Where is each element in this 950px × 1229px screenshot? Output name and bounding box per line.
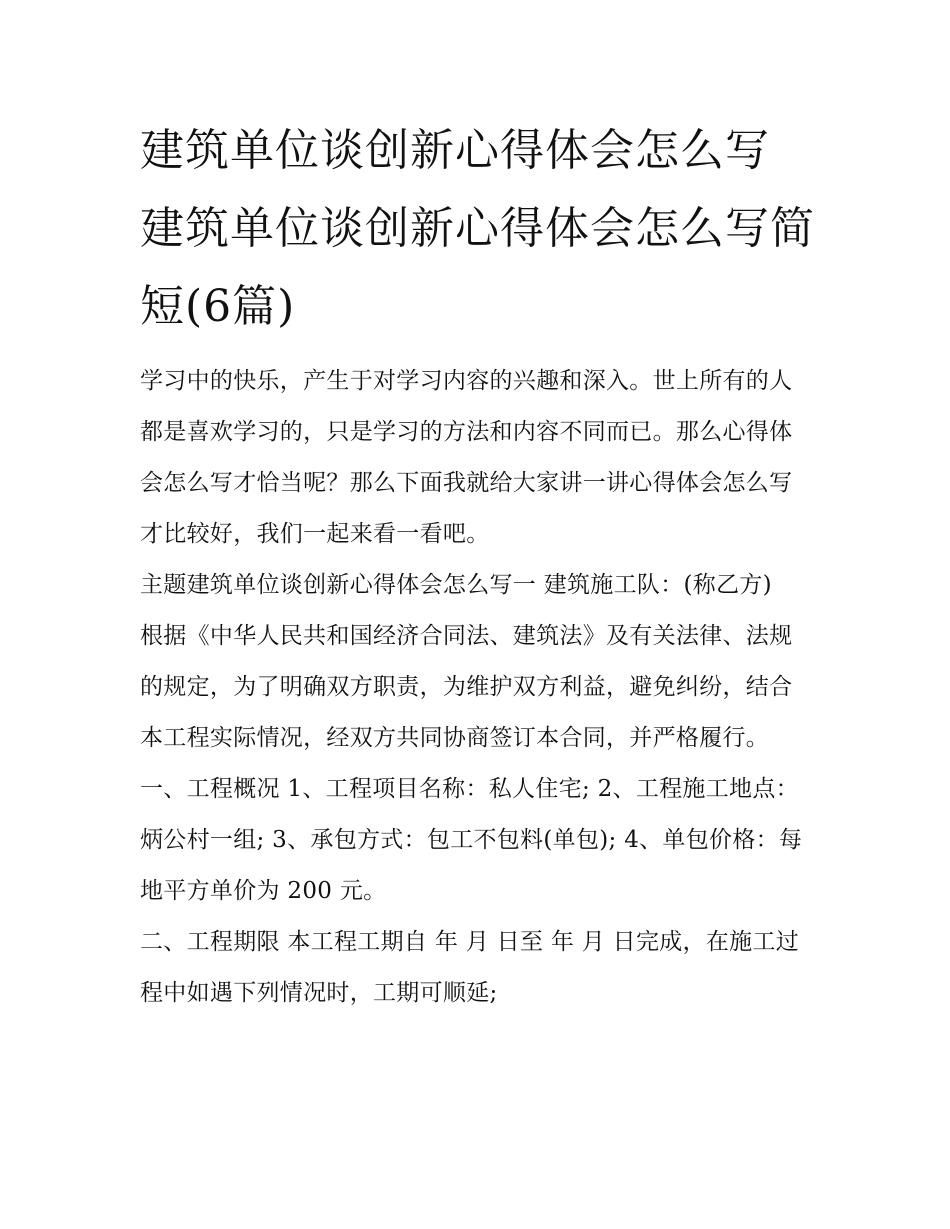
paragraph-basis: 根据《中华人民共和国经济合同法、建筑法》及有关法律、法规的规定，为了明确双方职责，为维护双方利益，避免纠纷，结合本工程实际情况，经双方共同协商签订本合同，并严格履行。 xyxy=(140,623,793,751)
document-title: 建筑单位谈创新心得体会怎么写 建筑单位谈创新心得体会怎么写简短(6篇) xyxy=(140,125,815,332)
paragraph-intro: 学习中的快乐，产生于对学习内容的兴趣和深入。世上所有的人都是喜欢学习的，只是学习的方法和内容不同而已。那么心得体会怎么写才恰当呢？那么下面我就给大家讲一讲心得体会怎么写才比较好，我们一起来看一看吧。 xyxy=(140,368,793,547)
paragraph-project-overview: 一、工程概况 1、工程项目名称：私人住宅; 2、工程施工地点：炳公村一组; 3、承包方式：包工不包料(单包); 4、单包价格：每地平方单价为 200 元。 xyxy=(140,776,803,904)
paragraph-topic: 主题建筑单位谈创新心得体会怎么写一 建筑施工队：(称乙方) xyxy=(140,572,772,598)
title-block xyxy=(140,112,815,346)
paragraph-project-period: 二、工程期限 本工程工期自 年 月 日至 年 月 日完成，在施工过程中如遇下列情况时，工期可顺延; xyxy=(140,929,800,1006)
document-page xyxy=(140,112,815,1019)
